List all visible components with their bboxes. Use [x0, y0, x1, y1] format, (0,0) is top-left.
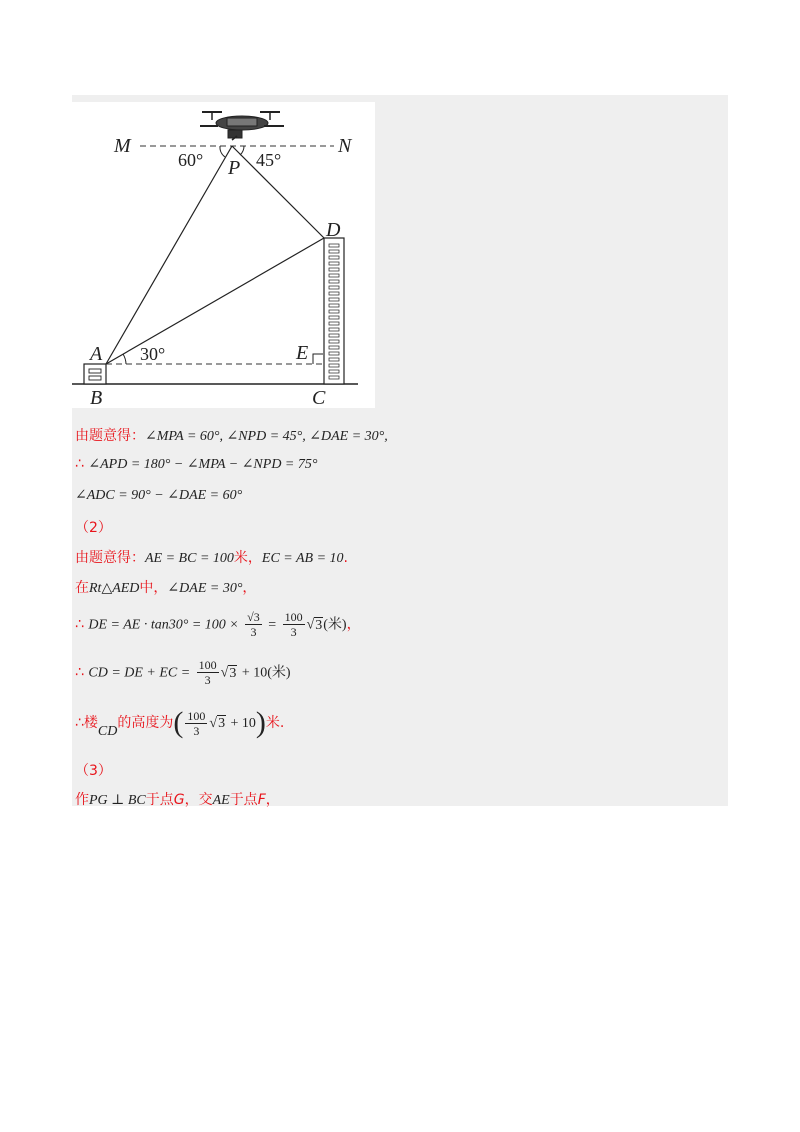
- solution-line-11: [75, 789, 280, 809]
- draw-prefix: 作: [75, 792, 89, 808]
- arc-mpa: [220, 146, 225, 157]
- therefore-symbol: ∴: [75, 456, 84, 472]
- left-paren: (: [173, 706, 184, 739]
- arc-npd: [240, 146, 244, 155]
- de-equation: DE = AE · tan30° = 100 ×: [88, 617, 239, 633]
- solution-line-8: [75, 658, 291, 687]
- given-prefix-2: 由题意得：: [75, 550, 145, 566]
- equals: =: [268, 617, 277, 633]
- denominator: 3: [250, 625, 257, 639]
- ae-label: AE: [212, 793, 230, 808]
- radicand: 3: [229, 665, 237, 681]
- line-ad: [106, 238, 324, 364]
- sqrt-3: √3: [306, 617, 323, 633]
- fraction-100-over-3-c: [185, 709, 207, 738]
- angle-dae: ∠DAE = 30°: [167, 581, 243, 596]
- fraction-100-over-3-b: [197, 658, 219, 687]
- solution-line-7: [75, 610, 361, 639]
- solution-line-9: [75, 706, 284, 740]
- period: .: [343, 550, 348, 566]
- denominator: 3: [290, 625, 297, 639]
- angle-adc-equation: ∠ADC = 90° − ∠DAE = 60°: [75, 488, 243, 503]
- unit-meter: 米，: [233, 550, 262, 566]
- drone-icon: [200, 112, 284, 140]
- geometry-figure: [72, 102, 375, 408]
- plus-10-b: + 10: [230, 716, 256, 731]
- solution-line-3: [75, 487, 242, 504]
- right-paren: ): [255, 706, 266, 739]
- pg-perp-bc: PG ⊥ BC: [89, 793, 146, 808]
- triangle-aed: Rt△AED: [89, 581, 140, 596]
- point-f: F: [257, 792, 266, 808]
- numerator: √3: [247, 610, 260, 624]
- solution-line-6: [75, 577, 256, 597]
- label-angle-30: 30°: [140, 344, 166, 364]
- therefore-symbol-3: ∴: [75, 664, 84, 681]
- label-b: B: [90, 387, 103, 408]
- building-ab: [84, 364, 106, 384]
- label-p: P: [228, 157, 241, 179]
- numerator: 100: [187, 708, 206, 723]
- therefore-symbol-2: ∴: [75, 616, 84, 633]
- fraction-sqrt3-over-3: [245, 610, 262, 639]
- solution-line-1: [75, 425, 388, 445]
- right-angle-mark: [313, 354, 323, 364]
- denominator: 3: [193, 723, 200, 738]
- part-3-label: （3）: [75, 763, 112, 779]
- line-pa: [106, 146, 232, 364]
- ae-bc-equation: AE = BC = 100: [145, 551, 234, 566]
- in-prefix: 在: [75, 580, 89, 596]
- numerator: 100: [198, 658, 217, 672]
- given-angles: ∠MPA = 60°, ∠NPD = 45°, ∠DAE = 30°,: [145, 429, 388, 444]
- unit-meter-paren: (米): [323, 617, 347, 633]
- numerator: 100: [284, 610, 303, 624]
- label-d: D: [326, 219, 341, 241]
- label-n: N: [338, 135, 352, 157]
- in-suffix: 中，: [139, 580, 168, 596]
- denominator: 3: [204, 673, 211, 687]
- geometry-diagram: [72, 102, 375, 408]
- label-angle-45: 45°: [256, 150, 282, 170]
- label-m: M: [114, 135, 131, 157]
- unit-meter-paren-2: (米): [267, 665, 291, 681]
- part-3-heading: [75, 760, 112, 780]
- comma: ，: [242, 580, 257, 596]
- solution-line-2: [75, 456, 317, 473]
- label-e: E: [296, 342, 309, 364]
- point-g: G: [173, 792, 185, 808]
- given-prefix: 由题意得：: [75, 428, 145, 444]
- building-cd: [324, 238, 344, 384]
- comma-3: ，: [265, 792, 280, 808]
- sqrt-3-c: √3: [209, 716, 226, 731]
- building-cd-label: CD: [97, 724, 118, 739]
- solution-line-5: [75, 547, 348, 567]
- label-c: C: [312, 387, 326, 408]
- intersect: ，交: [184, 792, 213, 808]
- ec-ab-equation: EC = AB = 10: [261, 551, 344, 566]
- cd-equation: CD = DE + EC =: [88, 665, 191, 681]
- part-2-label: （2）: [75, 520, 112, 536]
- therefore-building: ∴楼: [75, 715, 98, 731]
- radicand: 3: [218, 716, 226, 731]
- part-2-heading: [75, 517, 112, 537]
- label-a: A: [90, 343, 103, 365]
- plus-10: + 10: [241, 665, 268, 681]
- comma-2: ，: [346, 616, 361, 633]
- fraction-100-over-3: [283, 610, 305, 639]
- meter-end: 米.: [265, 715, 285, 731]
- at-point-2: 于点: [229, 792, 258, 808]
- radicand: 3: [315, 617, 323, 633]
- at-point: 于点: [145, 792, 174, 808]
- arc-dae: [123, 354, 126, 364]
- label-angle-60: 60°: [178, 150, 204, 170]
- sqrt-3-b: √3: [220, 665, 237, 681]
- height-is: 的高度为: [117, 715, 174, 731]
- angle-apd-equation: ∠APD = 180° − ∠MPA − ∠NPD = 75°: [88, 457, 318, 472]
